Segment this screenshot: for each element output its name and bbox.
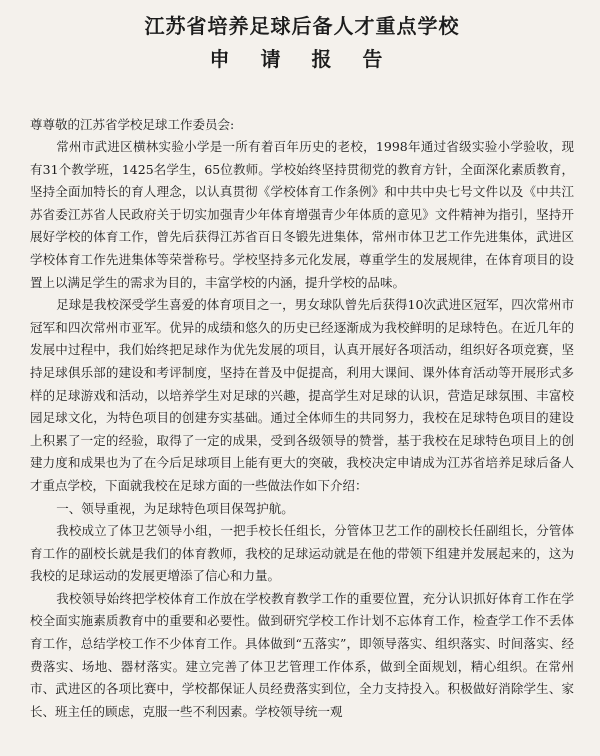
leadership-paragraph: 我校成立了体卫艺领导小组，一把手校长任组长，分管体卫艺工作的副校长任副组长，分管体育工作的副校长就是我们的体育教师，我校的足球运动就是在他的带领下组建并发展起来的，这为我校的足球运动的发展更增添了信心和力量。 <box>30 523 574 584</box>
management-paragraph: 我校领导始终把学校体育工作放在学校教育教学工作的重要位置，充分认识抓好体育工作在学校全面实施素质教育中的重要和必要性。做到研究学校工作计划不忘体育工作，检查学工作不丢体育工作，总结学校工作不少体育工作。具体做到“五落实”，即领导落实、组织落实、时间落实、经费落实、场地、器材落实。建立完善了体卫艺管理工作体系，做到全面规划，精心组织。在常州市、武进区的各项比赛中，学校都保证人员经费落实到位，全力支持投入。积极做好消除学生、家长、班主任的顾虑，克服一些不利因素。学校领导统一观 <box>30 590 574 719</box>
document-title: 江苏省培养足球后备人才重点学校 <box>144 14 460 38</box>
section-heading: 一、领导重视，为足球特色项目保驾护航。 <box>56 500 294 516</box>
document-subtitle: 申 请 报 告 <box>209 47 395 71</box>
salutation: 尊尊敬的江苏省学校足球工作委员会: <box>30 117 235 132</box>
intro-paragraph: 常州市武进区横林实验小学是一所有着百年历史的老校，1998年通过省级实验小学验收，现有31个教学班，1425名学生，65位教师。学校始终坚持贯彻党的教育方针，全面深化素质教育，坚持全面加特长的育人理念，以认真贯彻《学校体育工作条例》和中共中央七号文件以及《中共江苏省委江苏省人民政府关于切实加强青少年体育增强青少年体质的意见》文件精神为指引，坚持开展好学校的体育工作，曾先后获得江苏省百日冬锻先进集体，常州市体卫艺工作先进集体，武进区学校体育工作先进集体等荣誉称号。学校坚持多元化发展，尊重学生的发展规律，在体育项目的设置上以满足学生的需求为目的，丰富学校的内涵，提升学校的品味。 <box>30 139 574 290</box>
football-paragraph: 足球是我校深受学生喜爱的体育项目之一，男女球队曾先后获得10次武进区冠军，四次常州市冠军和四次常州市亚军。优异的成绩和悠久的历史已经逐渐成为我校鲜明的足球特色。在近几年的发展中过程中，我们始终把足球作为优先发展的项目，认真开展好各项活动，组织好各项竞赛，坚持足球俱乐部的建设和考评制度，坚持在普及中促提高，利用大课间、课外体育活动等开展形式多样的足球游戏和活动，以培养学生对足球的兴趣，提高学生对足球的认识，营造足球氛围、丰富校园足球文化，为特色项目的创建夯实基础。通过全体师生的共同努力，我校在足球特色项目的建设上积累了一定的经验，取得了一定的成果，受到各级领导的赞誉，基于我校在足球特色项目上的创建力度和成果也为了在今后足球项目上能有更大的突破，我校决定申请成为江苏省培养足球后备人才重点学校，下面就我校在足球方面的一些做法作如下介绍： <box>30 297 574 493</box>
